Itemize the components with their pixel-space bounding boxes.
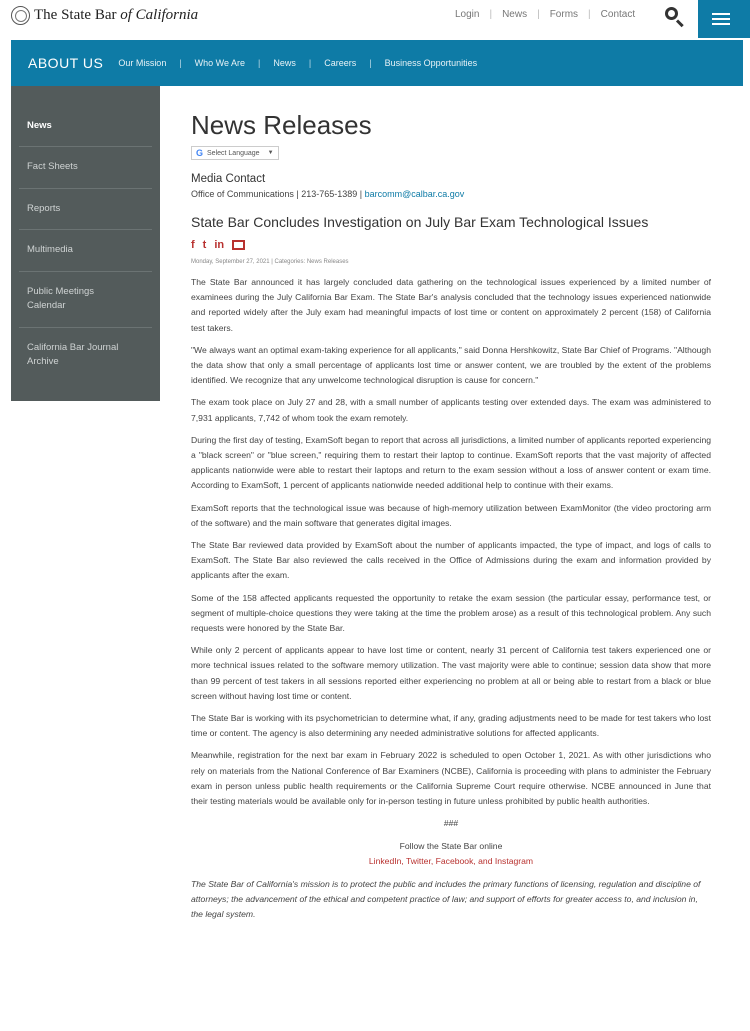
hamburger-menu-icon[interactable]	[698, 0, 750, 38]
section-nav	[11, 40, 743, 86]
nav-our-mission[interactable]: Our Mission	[118, 58, 167, 68]
share-bar	[191, 239, 711, 251]
sidebar	[11, 86, 160, 401]
main-content	[191, 108, 711, 922]
twitter-icon[interactable]: t	[202, 239, 207, 251]
divider	[19, 229, 152, 230]
divider: |	[369, 58, 372, 68]
page-title: News Releases	[191, 110, 372, 140]
media-contact-line: Office of Communications | 213-765-1389 | barcomm@calbar.ca.gov	[191, 189, 465, 199]
article-paragraph: Meanwhile, registration for the next bar exam in February 2022 is scheduled to open October 1, 2021. As with other jurisdictions who rely on materials from the National Conference of Bar Examiners (NCBE), California is proceeding with plans to administer the February exam in person unless public health requirements or the California Supreme Court require otherwise. NCBE announced in June that their testing materials would be available only for in-person testing in future unless prohibited by public health authorities.	[191, 750, 711, 807]
mission-statement: The State Bar of California's mission is to protect the public and includes the primary functions of licensing, regulation and discipline of attorneys; the advancement of the ethical and competent practice of law; and support of efforts for greater access to, and inclusion in, the legal system.	[191, 879, 701, 920]
end-marker: ###	[443, 818, 459, 829]
article-paragraph: During the first day of testing, ExamSoft began to report that across all jurisdictions, a limited number of applicants reported experiencing a "black screen" or "blue screen," requiring them to restart their laptop to continue. ExamSoft reports that the vast majority of affected applicants nationwide were able to restart their laptops and return to the exam session without a loss of answer content or exam time. According to ExamSoft, 1 percent of applicants nationwide needed additional help to continue with their exams.	[191, 434, 711, 491]
divider: |	[489, 9, 493, 20]
sidebar-item-fact-sheets[interactable]: Fact Sheets	[27, 161, 78, 172]
article-paragraph: The exam took place on July 27 and 28, with a small number of applicants testing over extended days. The exam was administered to 7,931 applicants, 7,742 of whom took the exam remotely.	[191, 397, 711, 423]
divider: |	[258, 58, 261, 68]
article-paragraph: Some of the 158 affected applicants requested the opportunity to retake the exam session (the particular essay, performance test, or segment of multiple-choice questions they were taking at the time the problem arose) as a result of this technological problem. Any such requests were honored by the State Bar.	[191, 592, 711, 634]
divider	[19, 327, 152, 328]
divider	[19, 188, 152, 189]
email-share-icon[interactable]	[232, 240, 245, 250]
news-link[interactable]: News	[502, 9, 528, 20]
article-paragraph: The State Bar announced it has largely concluded data gathering on the technological issues experienced by a limited number of examinees during the July California Bar Exam. The State Bar's analysis concluded that the technology issues experienced nationwide and reported widely after the July exam had meaningful impacts of lost time or content on approximately 2 percent (158) of California test takers.	[191, 277, 711, 333]
sidebar-item-news[interactable]: News	[27, 120, 52, 131]
divider: |	[588, 9, 591, 20]
media-email-link[interactable]: barcomm@calbar.ca.gov	[364, 189, 465, 199]
divider	[19, 146, 152, 147]
article-meta: Monday, September 27, 2021 | Categories: News Releases	[191, 259, 349, 265]
article-paragraph: The State Bar is working with its psychometrician to determine what, if any, grading adjustments need to be made for test takers who lost time or content. The agency is also determining any needed administrative solutions for affected applicants.	[191, 713, 711, 739]
social-links	[191, 854, 711, 869]
sidebar-item-multimedia[interactable]: Multimedia	[27, 244, 73, 255]
contact-link[interactable]: Contact	[600, 9, 636, 20]
search-icon[interactable]	[663, 5, 687, 29]
media-contact-title: Media Contact	[191, 173, 266, 185]
sidebar-item-bar-journal-archive[interactable]: California Bar Journal Archive	[27, 342, 119, 367]
social-links-text[interactable]: LinkedIn, Twitter, Facebook, and Instagram	[368, 856, 534, 867]
top-links	[455, 9, 635, 20]
sidebar-item-public-meetings-calendar[interactable]: Public Meetings Calendar	[27, 286, 95, 311]
article-paragraph: The State Bar reviewed data provided by ExamSoft about the number of applicants impacted, the type of impact, and logs of calls to ExamSoft. The State Bar also reviewed the calls received in the Office of Admissions during the exam and information provided by applicants after the exam.	[191, 540, 711, 581]
chevron-down-icon: ▼	[267, 150, 274, 156]
facebook-icon[interactable]: f	[191, 239, 195, 251]
article-body	[191, 275, 711, 809]
forms-link[interactable]: Forms	[549, 9, 579, 20]
section-title[interactable]: ABOUT US	[28, 55, 104, 71]
article-paragraph: While only 2 percent of applicants appear to have lost time or content, nearly 31 percent of California test takers experienced one or more technical issues related to the software memory utilization. The vast majority were able to continue; session data show that more than 99 percent of test takers in all sessions reported either experiencing no problem at all or being able to restart from a black or blue screen without having lost time or content.	[191, 645, 711, 701]
sidebar-item-reports[interactable]: Reports	[27, 203, 61, 214]
logo-text: The State Bar of California	[34, 7, 199, 23]
divider	[19, 271, 152, 272]
article-paragraph: "We always want an optimal exam-taking experience for all applicants," said Donna Hershkowitz, State Bar Chief of Programs. "Although the data show that only a small percentage of applicants lost time or answer content, we are troubled by the extent of the problems identified. We recognize that any unwelcome technological disruption is cause for concern."	[191, 344, 711, 386]
article-paragraph: ExamSoft reports that the technological issue was because of high-memory utilization between ExamMonitor (the video proctoring arm of the software) and the main software that generates digital images.	[191, 502, 711, 528]
google-icon: G	[196, 148, 204, 158]
article-headline: State Bar Concludes Investigation on July Bar Exam Technological Issues	[191, 214, 649, 230]
language-select[interactable]	[191, 146, 279, 160]
divider: |	[537, 9, 540, 20]
divider: |	[179, 58, 182, 68]
language-select-label: Select Language	[207, 149, 260, 157]
login-link[interactable]: Login	[455, 9, 480, 20]
nav-news[interactable]: News	[273, 58, 296, 68]
site-logo[interactable]	[11, 6, 198, 25]
follow-text: Follow the State Bar online	[399, 841, 503, 852]
state-bar-seal-icon	[11, 6, 30, 25]
site-header	[0, 0, 750, 38]
nav-who-we-are[interactable]: Who We Are	[194, 58, 246, 68]
divider: |	[308, 58, 312, 68]
nav-careers[interactable]: Careers	[324, 58, 357, 68]
linkedin-icon[interactable]: in	[214, 239, 225, 251]
nav-business-opportunities[interactable]: Business Opportunities	[384, 58, 478, 68]
